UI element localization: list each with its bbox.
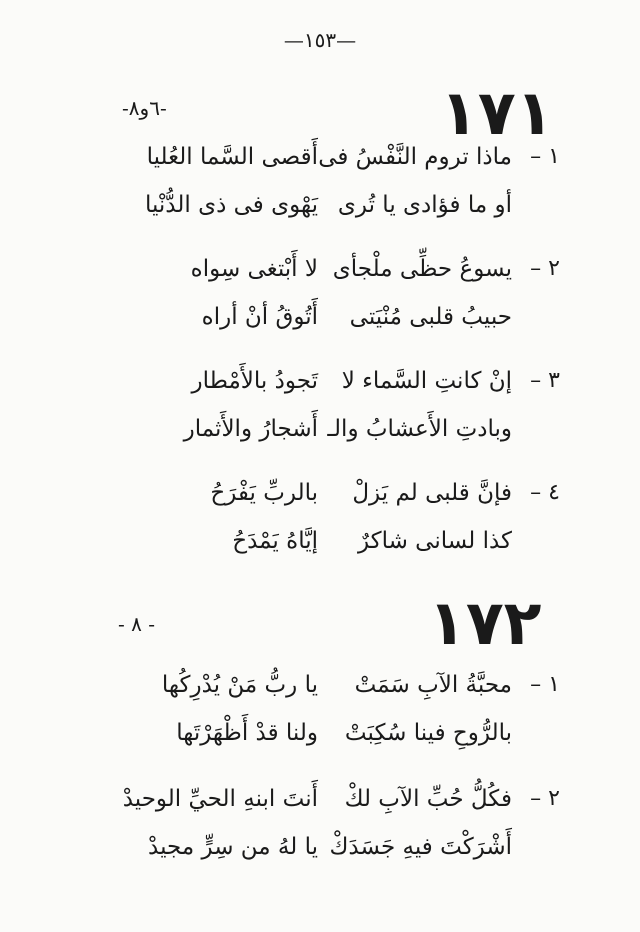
verse-hemistich-second: ولنا قدْ أَظْهَرْتَها (176, 720, 318, 746)
stanza (0, 780, 640, 876)
hymn-number: ١٧٢ (428, 586, 542, 659)
stanza-number: ١ – (530, 672, 560, 697)
verse-line (0, 410, 640, 458)
verse-line (0, 250, 640, 298)
verse-hemistich-second: يا لهُ من سِرٍّ مجيدْ (148, 834, 318, 860)
tune-reference: - ٨ - (118, 612, 155, 636)
verse-line (0, 522, 640, 570)
verse-hemistich-first: يسوعُ حظِّى ملْجأى (332, 256, 512, 282)
verse-hemistich-first: أو ما فؤادى يا تُرى (337, 192, 512, 218)
verse-hemistich-first: أَشْرَكْتَ فيهِ جَسَدَكْ (329, 834, 512, 860)
verse-line (0, 666, 640, 714)
verse-line (0, 828, 640, 876)
verse-hemistich-first: إنْ كانتِ السَّماء لا (341, 368, 512, 394)
verse-hemistich-second: يا ربُّ مَنْ يُدْرِكُها (161, 672, 318, 698)
stanza-number: ٣ – (530, 368, 560, 393)
tune-reference: -٦و٨- (122, 96, 167, 120)
stanza-number: ٤ – (530, 480, 560, 505)
verse-hemistich-second: بالربِّ يَفْرَحُ (210, 480, 318, 506)
verse-hemistich-first: فكُلُّ حُبِّ الآبِ لكْ (344, 786, 512, 812)
stanza (0, 138, 640, 234)
verse-hemistich-first: حبيبُ قلبى مُنْيَتى (349, 304, 512, 330)
verse-hemistich-first: فإنَّ قلبى لم يَزلْ (352, 480, 512, 506)
verse-hemistich-first: ماذا تروم النَّفْسُ فى (318, 144, 512, 170)
verse-hemistich-first: كذا لسانى شاكرٌ (357, 528, 512, 554)
verse-line (0, 474, 640, 522)
stanza-number: ١ – (530, 144, 560, 169)
verse-line (0, 298, 640, 346)
hymn-number: ١٧١ (440, 76, 554, 149)
verse-hemistich-second: أَقصى السَّما العُليا (146, 144, 318, 170)
verse-hemistich-first: وبادتِ الأَعشابُ والـ (327, 416, 512, 442)
verse-line (0, 138, 640, 186)
verse-hemistich-second: لا أَبْتغى سِواه (190, 256, 318, 282)
verse-line (0, 186, 640, 234)
verse-hemistich-second: يَهْوى فى ذى الدُّنْيا (144, 192, 318, 218)
verse-hemistich-second: إيَّاهُ يَمْدَحُ (232, 528, 318, 554)
stanza-number: ٢ – (530, 786, 560, 811)
verse-hemistich-first: بالرُّوحِ فينا سُكِبَتْ (344, 720, 512, 746)
stanza (0, 250, 640, 346)
verse-hemistich-second: تَجودُ بالأَمْطار (191, 368, 318, 394)
verse-hemistich-second: أَشجارُ والأَثمار (183, 416, 318, 442)
stanza (0, 474, 640, 570)
stanza (0, 666, 640, 762)
stanza (0, 362, 640, 458)
verse-line (0, 714, 640, 762)
page-number: —١٥٣— (283, 28, 357, 52)
verse-hemistich-second: أَنتَ ابنهِ الحيِّ الوحيدْ (122, 786, 318, 812)
verse-line (0, 362, 640, 410)
stanza-number: ٢ – (530, 256, 560, 281)
verse-hemistich-second: أَتُوقُ أنْ أراه (201, 304, 318, 330)
verse-line (0, 780, 640, 828)
verse-hemistich-first: محبَّةُ الآبِ سَمَتْ (354, 672, 512, 698)
